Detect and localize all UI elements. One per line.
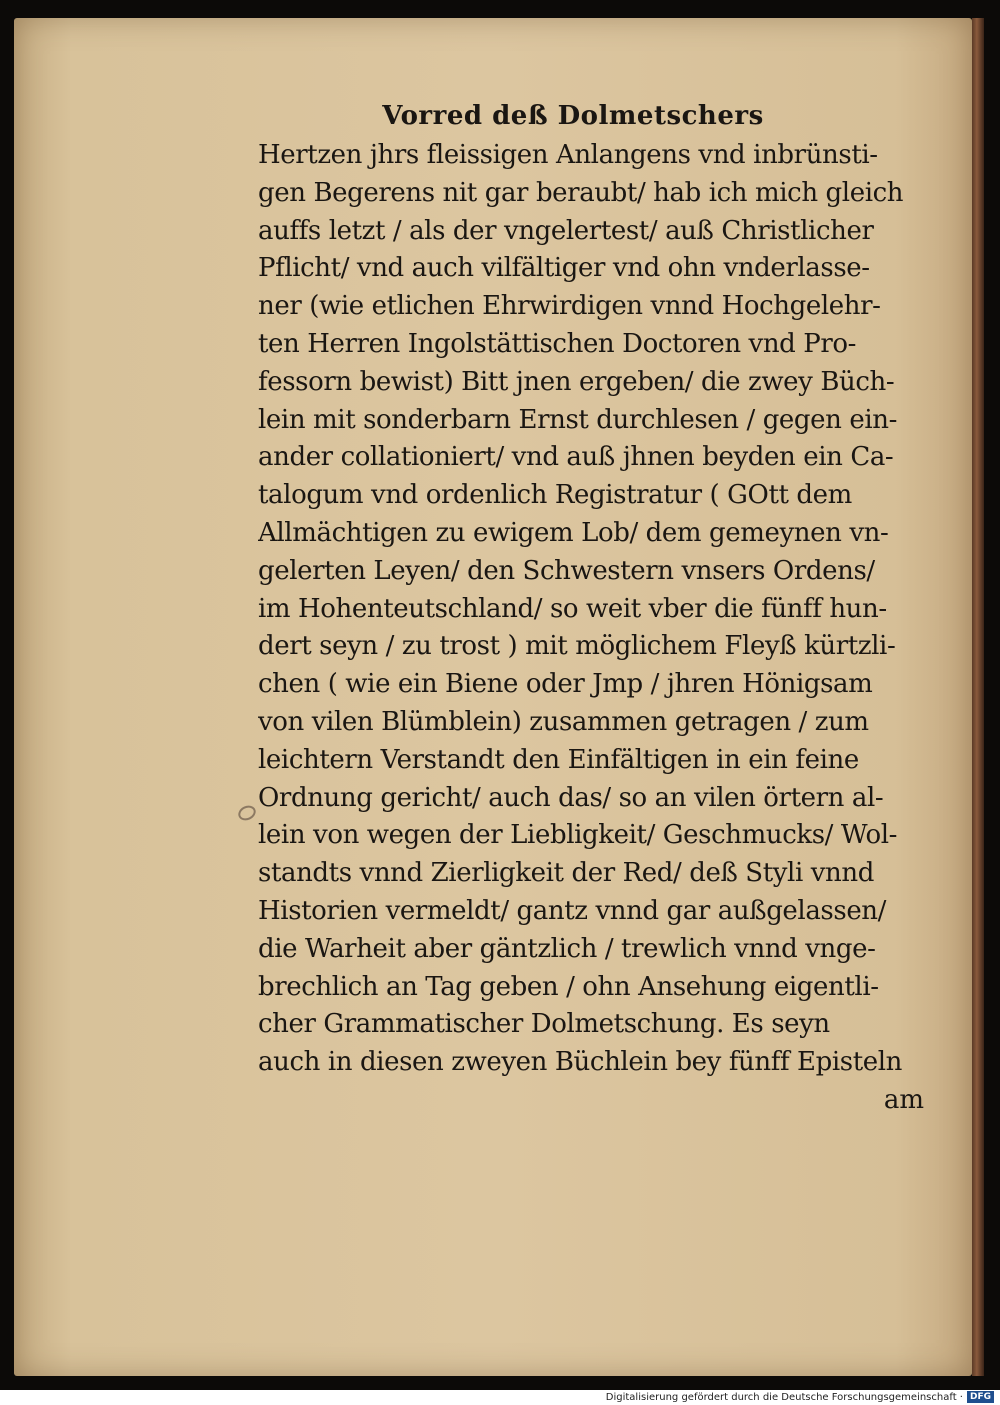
- running-head: Vorred deß Dolmetschers: [382, 101, 764, 131]
- book-edge: [972, 18, 984, 1376]
- text-line: im Hohenteutschland/ so weit vber die fünff hun-: [258, 593, 887, 624]
- text-line: dert seyn / zu trost ) mit möglichem Fleyß kürtzli-: [258, 631, 896, 662]
- body-text: [258, 137, 928, 1082]
- text-line: Pflicht/ vnd auch vilfältiger vnd ohn vnderlasse-: [258, 253, 870, 284]
- text-line: cher Grammatischer Dolmetschung. Es seyn: [258, 1009, 830, 1040]
- text-line: ten Herren Ingolstättischen Doctoren vnd Pro-: [258, 328, 857, 359]
- text-line: ner (wie etlichen Ehrwirdigen vnnd Hochgelehr-: [258, 291, 881, 322]
- text-line: gelerten Leyen/ den Schwestern vnsers Ordens/: [258, 555, 875, 586]
- text-line: leichtern Verstandt den Einfältigen in ein feine: [258, 744, 859, 775]
- text-block: [258, 95, 928, 1120]
- text-line: gen Begerens nit gar beraubt/ hab ich mich gleich: [258, 177, 904, 208]
- footer-bar: [0, 1390, 1000, 1405]
- text-line: die Warheit aber gäntzlich / trewlich vnnd vnge-: [258, 933, 876, 964]
- text-line: Ordnung gericht/ auch das/ so an vilen örtern al-: [258, 782, 884, 813]
- text-line: standts vnnd Zierligkeit der Red/ deß Styli vnnd: [258, 858, 874, 889]
- catchword: am: [883, 1084, 924, 1115]
- text-line: talogum vnd ordenlich Registratur ( GOtt dem: [258, 480, 852, 511]
- text-line: auch in diesen zweyen Büchlein bey fünff Episteln: [258, 1047, 903, 1078]
- text-line: Allmächtigen zu ewigem Lob/ dem gemeynen vn-: [258, 517, 889, 548]
- text-line: brechlich an Tag geben / ohn Ansehung eigentli-: [258, 971, 879, 1002]
- footer-credit: Digitalisierung gefördert durch die Deutsche Forschungsgemeinschaft ·: [605, 1392, 963, 1403]
- text-line: auffs letzt / als der vngelertest/ auß Christlicher: [258, 215, 874, 246]
- text-line: lein mit sonderbarn Ernst durchlesen / gegen ein-: [258, 404, 897, 435]
- text-line: ander collationiert/ vnd auß jhnen beyden ein Ca-: [258, 442, 894, 473]
- text-line: Hertzen jhrs fleissigen Anlangens vnd inbrünsti-: [258, 140, 878, 170]
- text-line: Historien vermeldt/ gantz vnnd gar außgelassen/: [258, 895, 887, 926]
- text-line: von vilen Blümblein) zusammen getragen / zum: [258, 706, 869, 737]
- text-line: fessorn bewist) Bitt jnen ergeben/ die zwey Büch-: [258, 366, 895, 397]
- text-line: lein von wegen der Liebligkeit/ Geschmucks/ Wol-: [258, 820, 898, 851]
- text-line: chen ( wie ein Biene oder Jmp / jhren Hönigsam: [258, 669, 873, 700]
- dfg-logo: DFG: [967, 1391, 994, 1403]
